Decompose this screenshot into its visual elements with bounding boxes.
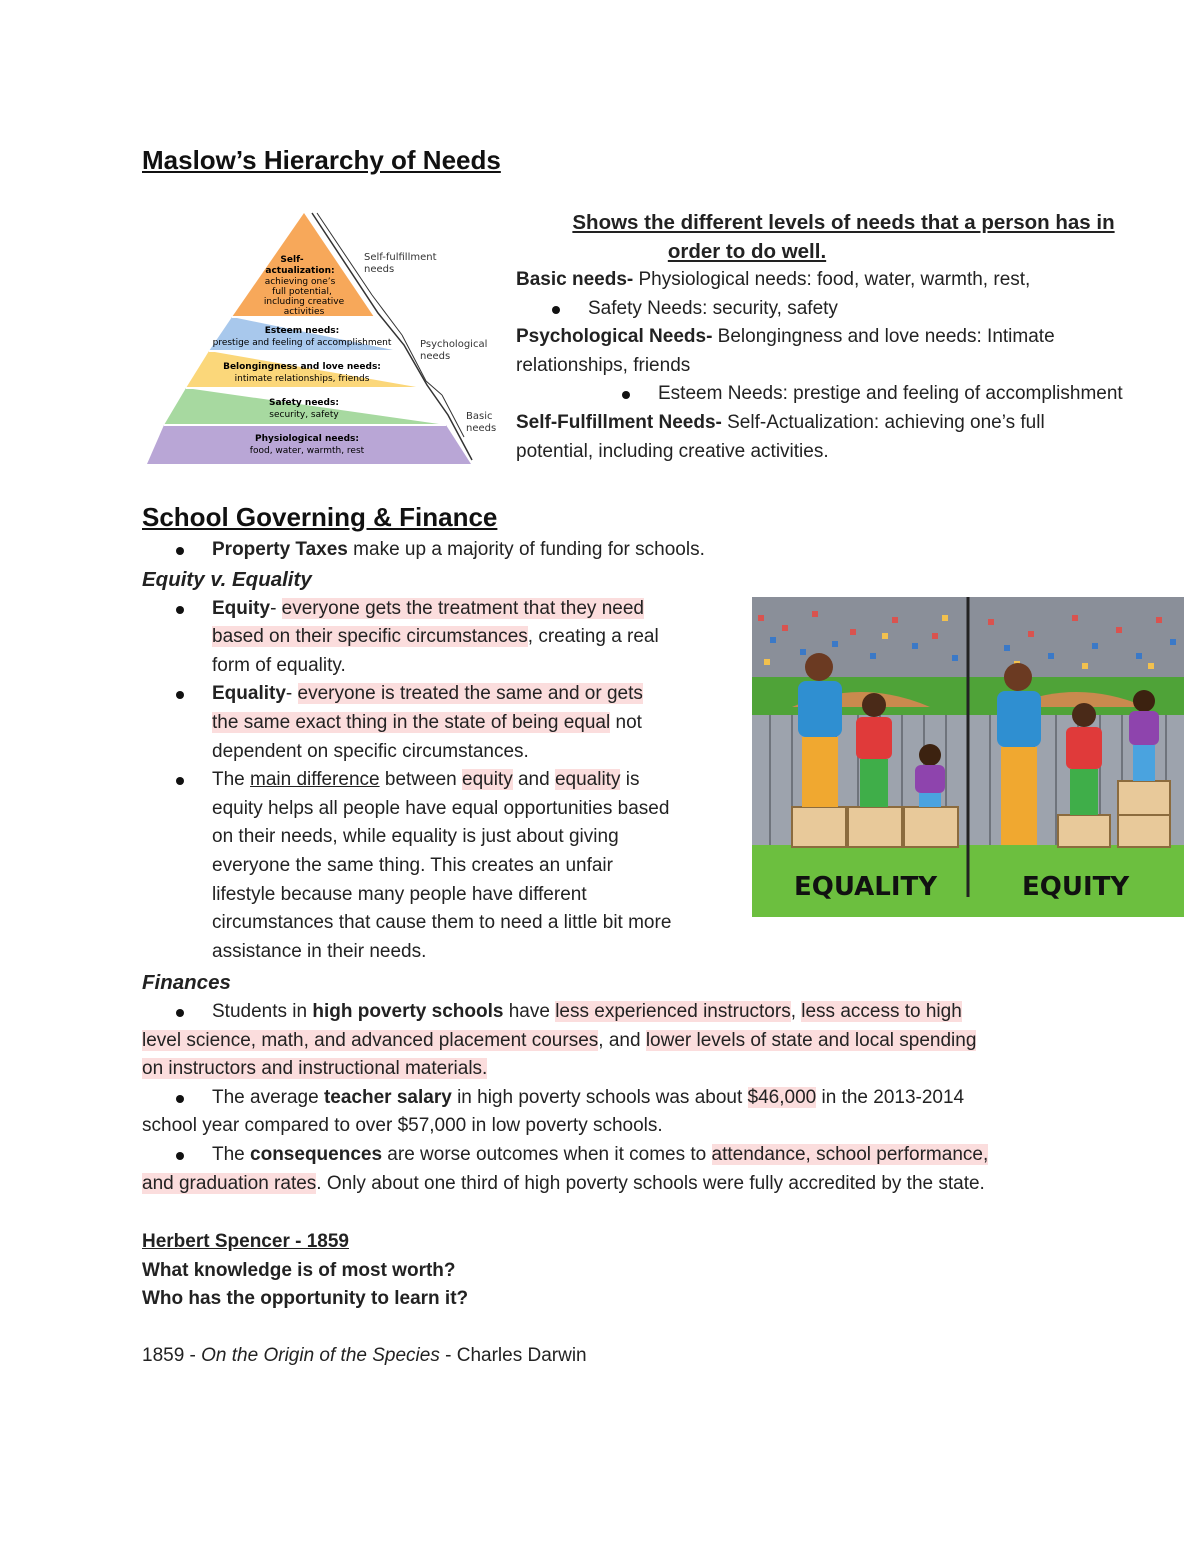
svg-text:Basic: Basic: [466, 411, 493, 422]
psychological-needs-line-2: relationships, friends: [516, 354, 691, 376]
svg-text:Psychological: Psychological: [420, 339, 488, 350]
svg-text:Self-fulfillment: Self-fulfillment: [364, 252, 437, 263]
summary-heading-line-2: order to do well.: [667, 240, 827, 263]
finances-heading: Finances: [142, 971, 231, 994]
spencer-question-2: Who has the opportunity to learn it?: [142, 1288, 469, 1310]
esteem-needs-list: [516, 380, 1196, 409]
property-tax-list: [142, 536, 742, 565]
spencer-section: [142, 1228, 1142, 1371]
finance-item-1-line-3: on instructors and instructional materials.: [142, 1058, 488, 1080]
svg-text:needs: needs: [364, 264, 395, 275]
finance-item-1-line-2: level science, math, and advanced placement courses, and lower levels of state and local spending: [142, 1029, 977, 1051]
spencer-heading: Herbert Spencer - 1859: [142, 1231, 349, 1252]
list-item: Equity- everyone gets the treatment that they need based on their specific circumstances, creating a real form of equality.: [212, 595, 742, 681]
equality-equity-illustration: [752, 597, 1184, 917]
pyramid-level-physiological: [147, 425, 471, 464]
spencer-question-1: What knowledge is of most worth?: [142, 1259, 456, 1281]
bullet-icon: [622, 391, 630, 399]
equity-equality-heading: Equity v. Equality: [142, 567, 312, 591]
school-governing-body: [142, 536, 742, 966]
svg-text:needs: needs: [466, 423, 497, 434]
svg-text:Belongingness and love needs:: Belongingness and love needs:: [223, 362, 381, 372]
maslow-title: Maslow’s Hierarchy of Needs: [142, 145, 501, 175]
bullet-icon: [176, 777, 184, 785]
svg-text:prestige and feeling of accomp: prestige and feeling of accomplishment: [212, 338, 392, 348]
svg-text:full potential,: full potential,: [272, 287, 332, 297]
svg-text:Physiological needs:: Physiological needs:: [255, 434, 359, 444]
svg-text:Esteem needs:: Esteem needs:: [264, 326, 340, 336]
bullet-icon: [176, 606, 184, 614]
finance-item-3: The consequences are worse outcomes when it comes to attendance, school performance,: [142, 1141, 1142, 1170]
bullet-icon: [176, 547, 184, 555]
bullet-icon: [176, 1009, 184, 1017]
svg-text:Safety needs:: Safety needs:: [269, 398, 339, 408]
equity-list: [142, 595, 742, 967]
finance-item-3-line-2: and graduation rates. Only about one third of high poverty schools were fully accredited by the state.: [142, 1172, 985, 1194]
summary-heading-line-1: Shows the different levels of needs that a person has in: [572, 211, 1115, 234]
list-item: Safety Needs: security, safety: [588, 295, 1196, 324]
finances-section: [142, 968, 1142, 1198]
basic-needs-line: Basic needs- Physiological needs: food, water, warmth, rest,: [516, 269, 1031, 290]
equity-label: EQUITY: [1022, 872, 1130, 902]
svg-text:food, water, warmth, rest: food, water, warmth, rest: [249, 446, 365, 456]
svg-text:achieving one’s: achieving one’s: [264, 277, 336, 287]
equality-label: EQUALITY: [794, 872, 938, 902]
list-item: Equality- everyone is treated the same and or gets the same exact thing in the state of being equal not dependent on specific circumstances.: [212, 680, 742, 766]
svg-text:needs: needs: [420, 351, 451, 362]
list-item: The main difference between equity and equality is equity helps all people have equal opportunities based on their needs, while equality is just about giving everyone the same thing. This creates an unfair lifestyle because many people have different circumstances that cause them to need a little bit more assistance in their needs.: [212, 766, 742, 966]
finance-item-2: The average teacher salary in high poverty schools was about $46,000 in the 2013-2014: [142, 1084, 1142, 1113]
psychological-needs-line: Psychological Needs- Belongingness and love needs: Intimate: [516, 326, 1055, 348]
maslow-summary: [516, 208, 1196, 466]
bullet-icon: [552, 306, 560, 314]
svg-text:including creative: including creative: [263, 297, 345, 307]
bullet-icon: [176, 1095, 184, 1103]
svg-text:Self-: Self-: [280, 255, 304, 265]
finance-item-2-line-2: school year compared to over $57,000 in low poverty schools.: [142, 1115, 663, 1137]
svg-text:activities: activities: [283, 307, 325, 317]
safety-needs-list: [516, 295, 1196, 324]
svg-text:intimate relationships, friend: intimate relationships, friends: [234, 374, 370, 384]
school-governing-title: School Governing & Finance: [142, 502, 498, 532]
self-fulfillment-line-2: potential, including creative activities.: [516, 440, 829, 462]
maslow-pyramid-image: [142, 205, 497, 470]
svg-text:actualization:: actualization:: [265, 266, 335, 276]
darwin-line: 1859 - On the Origin of the Species - Charles Darwin: [142, 1345, 587, 1367]
self-fulfillment-line: Self-Fulfillment Needs- Self-Actualization: achieving one’s full: [516, 411, 1045, 433]
bullet-icon: [176, 1152, 184, 1160]
bullet-icon: [176, 691, 184, 699]
svg-text:security, safety: security, safety: [269, 410, 339, 420]
list-item: Property Taxes make up a majority of funding for schools.: [212, 536, 742, 565]
list-item: Esteem Needs: prestige and feeling of accomplishment: [658, 380, 1196, 409]
finance-item-1: Students in high poverty schools have less experienced instructors, less access to high: [142, 998, 1142, 1027]
